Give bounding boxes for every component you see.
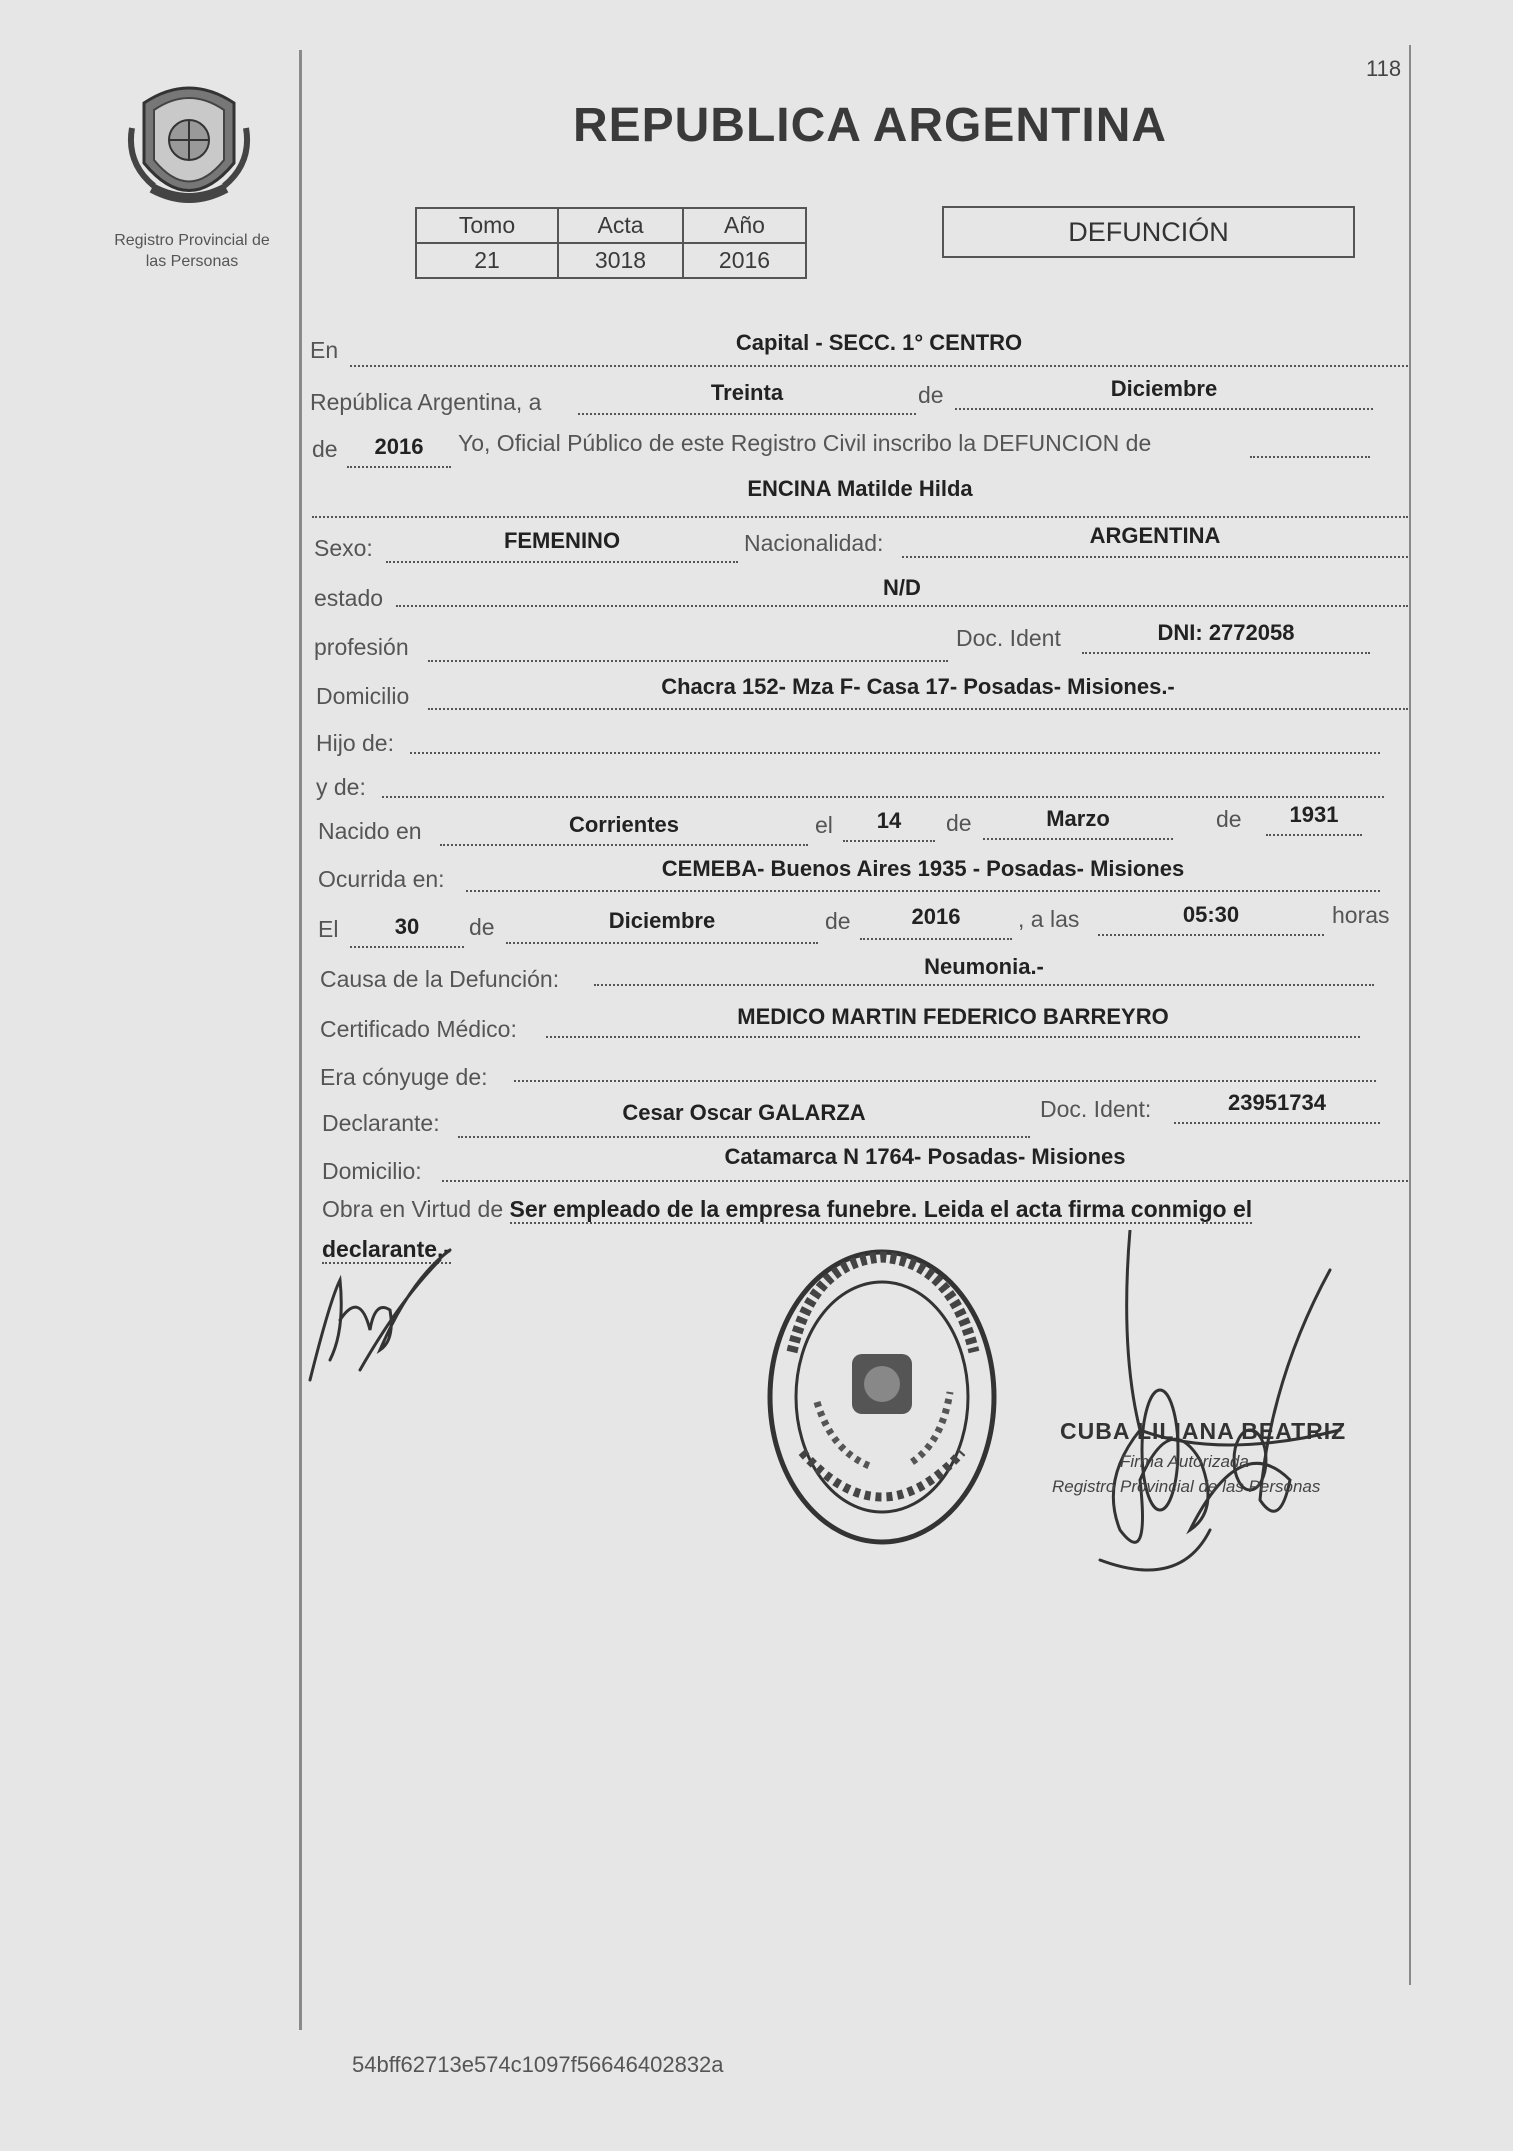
value-declarante-doc: 23951734 (1228, 1090, 1326, 1115)
label-a-las: , a las (1018, 906, 1080, 932)
value-declarante: Cesar Oscar GALARZA (622, 1100, 866, 1125)
dotted-line-def-hora (1098, 934, 1324, 936)
label-de-1: de (918, 382, 944, 408)
dotted-line-mes (955, 408, 1373, 410)
value-domicilio: Chacra 152- Mza F- Casa 17- Posadas- Misiones.- (661, 674, 1175, 699)
value-nacido-dia: 14 (876, 808, 902, 833)
label-domicilio: Domicilio (316, 683, 410, 709)
label-de-4: de (1216, 806, 1242, 832)
label-causa: Causa de la Defunción: (320, 966, 560, 992)
label-nacionalidad: Nacionalidad: (744, 530, 884, 556)
dotted-line-conyuge (514, 1080, 1376, 1082)
value-estado: N/D (883, 575, 921, 600)
dotted-line-anio (347, 466, 451, 468)
label-doc-ident: Doc. Ident (956, 625, 1061, 651)
declarant-signature-icon (300, 1240, 480, 1400)
registry-caption-line2: las Personas (145, 253, 239, 270)
value-certificado: MEDICO MARTIN FEDERICO BARREYRO (737, 1004, 1169, 1029)
dotted-line-dia (578, 413, 916, 415)
dotted-line-declarante-doc (1174, 1122, 1380, 1124)
label-certificado: Certificado Médico: (320, 1016, 517, 1042)
value-nacido-lugar: Corrientes (568, 812, 680, 837)
value-causa: Neumonia.- (924, 954, 1044, 979)
dotted-line-sexo (386, 561, 738, 563)
left-margin-line (299, 50, 302, 2030)
label-de-5: de (469, 914, 495, 940)
label-y-de: y de: (316, 774, 366, 800)
dotted-line-nacido-anio (1266, 834, 1362, 836)
dotted-line-yo-end (1250, 456, 1370, 458)
official-stamp-icon (762, 1242, 1002, 1552)
dotted-line-def-dia (350, 946, 464, 948)
value-def-anio: 2016 (911, 904, 961, 929)
anio-value: 2016 (683, 243, 806, 278)
value-declarante-domicilio: Catamarca N 1764- Posadas- Misiones (724, 1144, 1126, 1169)
page-number: 118 (1366, 56, 1402, 81)
label-yo-text: Yo, Oficial Público de este Registro Civil inscribo la DEFUNCION de (458, 430, 1152, 456)
value-ocurrida: CEMEBA- Buenos Aires 1935 - Posadas- Misiones (661, 856, 1185, 881)
dotted-line-declarante (458, 1136, 1030, 1138)
value-obra-text-2: declarante.- (322, 1236, 452, 1262)
label-estado: estado (314, 585, 384, 611)
label-republica: República Argentina, a (310, 389, 542, 415)
dotted-line-causa (594, 984, 1374, 986)
label-conyuge: Era cónyuge de: (320, 1064, 488, 1090)
label-nacido-en: Nacido en (318, 818, 422, 844)
label-hijo-de: Hijo de: (316, 730, 394, 756)
tomo-header: Tomo (416, 208, 558, 243)
dotted-line-def-mes (506, 942, 818, 944)
dotted-line-profesion (428, 660, 948, 662)
label-domicilio-2: Domicilio: (322, 1158, 422, 1184)
signer-role: Firma Autorizada (1120, 1452, 1249, 1471)
document-type-box: DEFUNCIÓN (942, 206, 1355, 258)
registry-caption (92, 230, 292, 272)
dotted-line-nacido-lugar (440, 844, 808, 846)
value-dia: Treinta (710, 380, 784, 405)
dotted-line-estado (396, 605, 1408, 607)
value-def-mes: Diciembre (608, 908, 716, 933)
value-nombre: ENCINA Matilde Hilda (747, 476, 973, 501)
record-header-row (416, 208, 806, 243)
label-en: En (310, 337, 339, 363)
value-doc-ident: DNI: 2772058 (1157, 620, 1295, 645)
signer-name: CUBA LILIANA BEATRIZ (1060, 1418, 1347, 1444)
value-lugar: Capital - SECC. 1° CENTRO (735, 330, 1023, 355)
value-nacionalidad: ARGENTINA (1089, 523, 1221, 548)
dotted-line-def-anio (860, 938, 1012, 940)
value-anio: 2016 (374, 434, 424, 459)
record-value-row (416, 243, 806, 278)
label-el-cap: El (318, 916, 339, 942)
dotted-line-certificado (546, 1036, 1360, 1038)
document-hash: 54bff62713e574c1097f56646402832a (352, 2052, 724, 2077)
label-horas: horas (1332, 902, 1390, 928)
tomo-value: 21 (416, 243, 558, 278)
label-de-2: de (312, 436, 338, 462)
signer-office: Registro Provincial de las Personas (1052, 1477, 1321, 1496)
label-de-6: de (825, 908, 851, 934)
dotted-line-nacionalidad (902, 556, 1408, 558)
value-obra-text: Ser empleado de la empresa funebre. Leida el acta firma conmigo el (509, 1196, 1253, 1222)
value-nacido-mes: Marzo (1046, 806, 1110, 831)
label-profesion: profesión (314, 634, 409, 660)
acta-header: Acta (558, 208, 683, 243)
dotted-line-y-de (382, 796, 1384, 798)
value-def-dia: 30 (394, 914, 420, 939)
dotted-line-nacido-dia (843, 840, 935, 842)
obra-line (322, 1196, 1412, 1223)
value-mes: Diciembre (1110, 376, 1218, 401)
registry-caption-line1: Registro Provincial de (114, 232, 270, 249)
dotted-line-lugar (350, 365, 1408, 367)
label-de-3: de (946, 810, 972, 836)
value-def-hora: 05:30 (1182, 902, 1240, 927)
dotted-line-nombre (312, 516, 1408, 518)
dotted-line-domicilio (428, 708, 1408, 710)
label-sexo: Sexo: (314, 535, 373, 561)
country-title: REPUBLICA ARGENTINA (572, 99, 1168, 152)
label-declarante: Declarante: (322, 1110, 440, 1136)
value-sexo: FEMENINO (503, 528, 621, 553)
label-ocurrida-en: Ocurrida en: (318, 866, 445, 892)
value-nacido-anio: 1931 (1289, 802, 1339, 827)
dotted-line-ocurrida (466, 890, 1380, 892)
anio-header: Año (683, 208, 806, 243)
dotted-line-declarante-domicilio (442, 1180, 1408, 1182)
label-el: el (815, 812, 833, 838)
label-obra: Obra en Virtud de (322, 1196, 504, 1222)
dotted-line-doc-ident (1082, 652, 1370, 654)
record-table (415, 207, 807, 279)
dotted-line-hijo-de (410, 752, 1380, 754)
label-doc-ident-2: Doc. Ident: (1040, 1096, 1152, 1122)
right-margin-line (1409, 45, 1411, 1985)
dotted-line-nacido-mes (983, 838, 1173, 840)
misiones-emblem-icon (124, 68, 254, 218)
acta-value: 3018 (558, 243, 683, 278)
